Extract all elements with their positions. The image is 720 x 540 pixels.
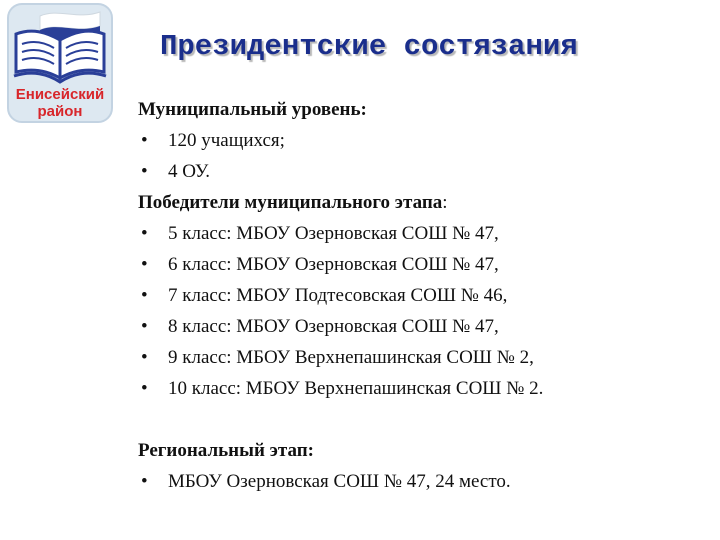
list-item-text: 5 класс: МБОУ Озерновская СОШ № 47,: [168, 223, 499, 244]
bullet-icon: •: [141, 285, 148, 306]
bullet-icon: •: [141, 471, 148, 492]
regional-stage-heading-text: Региональный этап:: [138, 440, 314, 461]
list-item: [138, 125, 708, 156]
list-item-text: МБОУ Озерновская СОШ № 47, 24 место.: [168, 471, 511, 492]
bullet-icon: •: [141, 161, 148, 182]
list-item-text: 7 класс: МБОУ Подтесовская СОШ № 46,: [168, 285, 508, 306]
bullet-icon: •: [141, 378, 148, 399]
bullet-icon: •: [141, 347, 148, 368]
bullet-icon: •: [141, 130, 148, 151]
enisey-district-logo: [6, 2, 118, 126]
list-item: [138, 218, 708, 249]
bullet-icon: •: [141, 223, 148, 244]
list-item: [138, 156, 708, 187]
municipal-winners-heading: [138, 187, 708, 218]
logo-emblem: [6, 2, 118, 126]
list-item-text: 9 класс: МБОУ Верхнепашинская СОШ № 2,: [168, 347, 534, 368]
list-item-text: 120 учащихся;: [168, 130, 285, 151]
page-title: Президентские состязания: [160, 30, 578, 63]
logo-text-line1: Енисейский: [15, 86, 105, 103]
list-item: [138, 311, 708, 342]
municipal-winners-heading-text: Победители муниципального этапа: [138, 192, 443, 213]
list-item: [138, 249, 708, 280]
logo-text-line2: район: [37, 103, 83, 120]
municipal-winners-heading-colon: :: [442, 192, 448, 213]
list-item-text: 8 класс: МБОУ Озерновская СОШ № 47,: [168, 316, 499, 337]
list-item: [138, 342, 708, 373]
list-item-text: 4 ОУ.: [168, 161, 211, 182]
list-item-text: 6 класс: МБОУ Озерновская СОШ № 47,: [168, 254, 499, 275]
bullet-icon: •: [141, 316, 148, 337]
municipal-level-heading: [138, 94, 708, 125]
list-item: [138, 466, 708, 497]
bullet-icon: •: [141, 254, 148, 275]
list-item: [138, 280, 708, 311]
list-item-text: 10 класс: МБОУ Верхнепашинская СОШ № 2.: [168, 378, 544, 399]
municipal-level-heading-text: Муниципальный уровень:: [138, 99, 367, 120]
regional-stage-heading: [138, 435, 708, 466]
section-spacer: [138, 404, 708, 435]
slide-content: [138, 94, 708, 497]
list-item: [138, 373, 708, 404]
